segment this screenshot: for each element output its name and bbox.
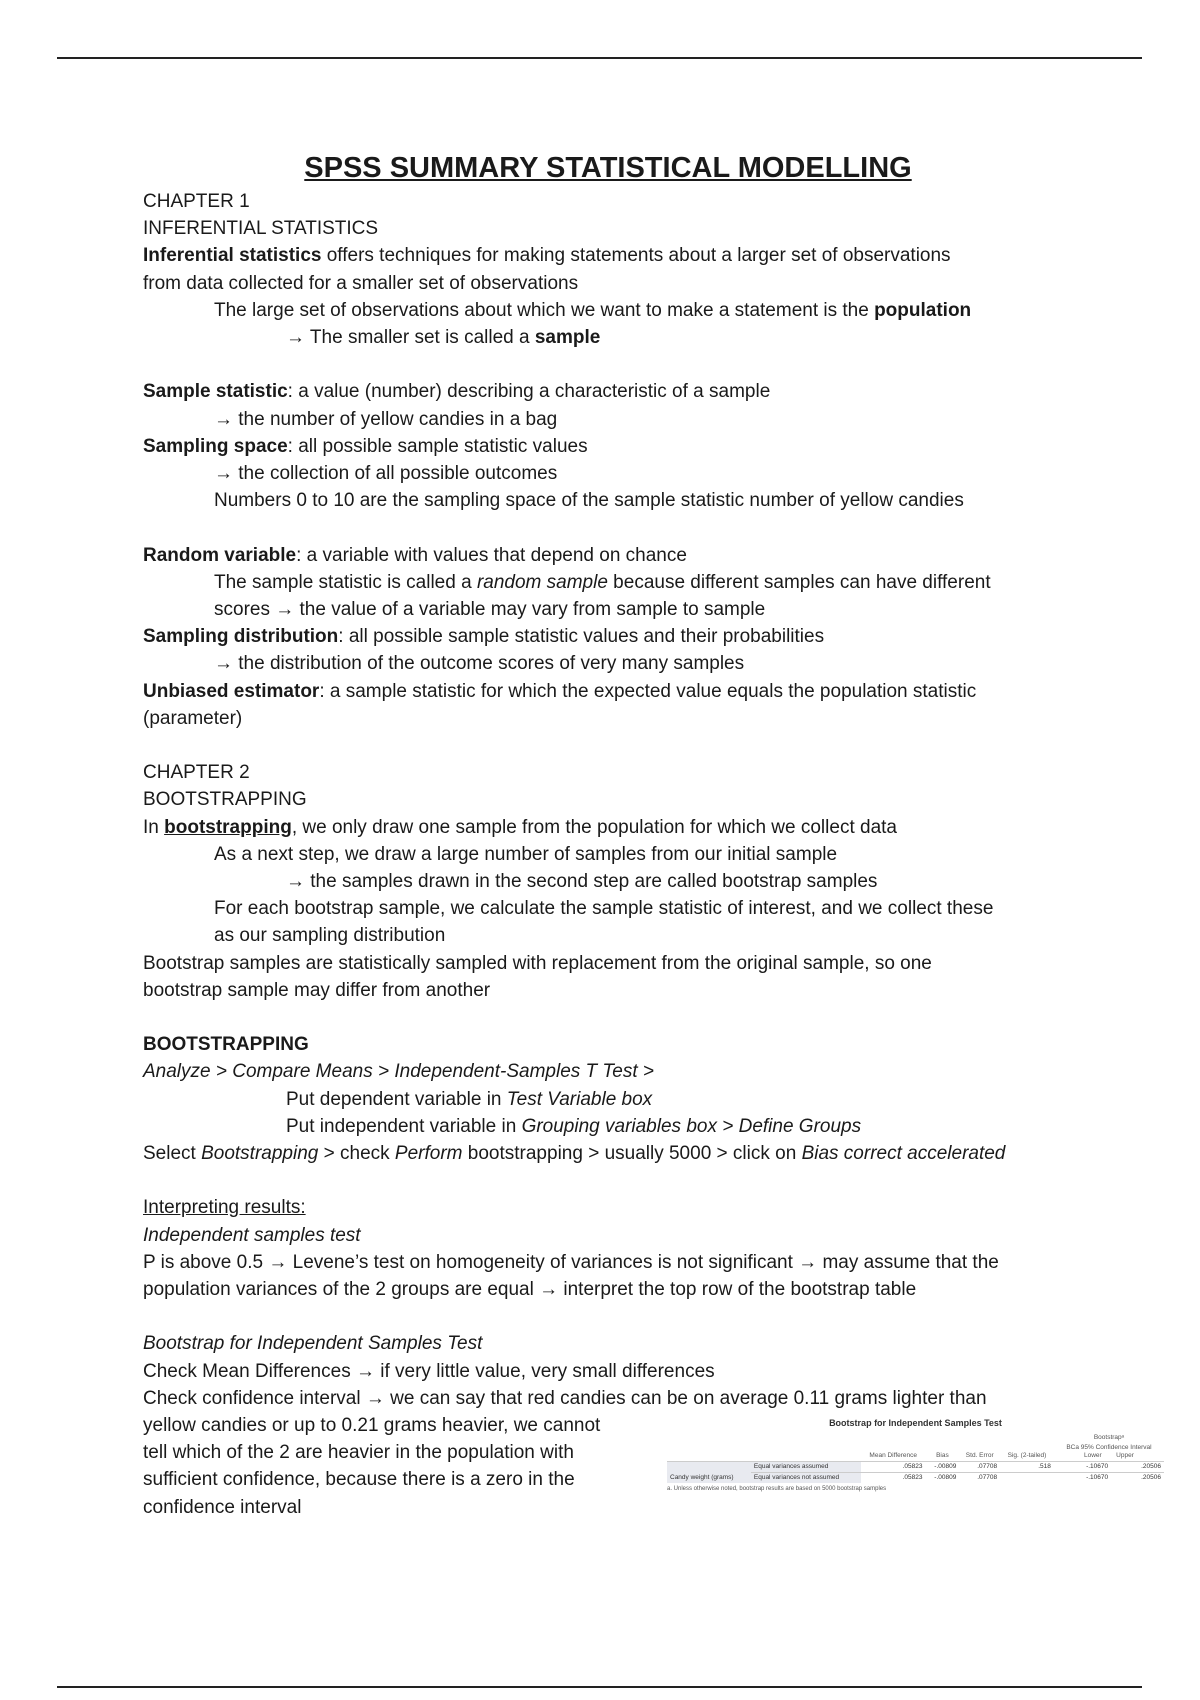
col-ci: BCa 95% Confidence Interval Lower Upper — [1066, 1444, 1152, 1459]
example: → the collection of all possible outcomes — [214, 463, 558, 485]
table-row: Candy weight (grams) Equal variances assumed .05823 -.00809 .07708 .518 -.10670 .20506 — [667, 1462, 1164, 1473]
paragraph: → The smaller set is called a sample — [286, 327, 601, 349]
paragraph: confidence interval — [143, 1496, 302, 1518]
subheading: Bootstrap for Independent Samples Test — [143, 1333, 483, 1355]
paragraph: For each bootstrap sample, we calculate the sample statistic of interest, and we collect these — [214, 898, 994, 920]
col-bias: Bias — [936, 1452, 949, 1459]
definition: Sampling space: all possible sample statistic values — [143, 435, 588, 457]
example: Numbers 0 to 10 are the sampling space of the sample statistic number of yellow candies — [214, 490, 964, 512]
table-footnote: a. Unless otherwise noted, bootstrap results are based on 5000 bootstrap samples — [667, 1486, 887, 1492]
procedure-step: Put independent variable in Grouping variables box > Define Groups — [286, 1115, 862, 1137]
procedure-heading: BOOTSTRAPPING — [143, 1034, 309, 1056]
definition: Random variable: a variable with values that depend on chance — [143, 544, 687, 566]
table-row: Equal variances not assumed .05823 -.00809 .07708 -.10670 .20506 — [667, 1473, 1164, 1484]
example: → the number of yellow candies in a bag — [214, 408, 558, 430]
header-rule — [57, 57, 1142, 59]
paragraph: In bootstrapping, we only draw one sample from the population for which we collect data — [143, 816, 897, 838]
definition: Sampling distribution: all possible sample statistic values and their probabilities — [143, 626, 825, 648]
col-mean: Mean Difference — [869, 1452, 917, 1459]
paragraph: tell which of the 2 are heavier in the population with — [143, 1442, 574, 1464]
paragraph: Check confidence interval → we can say that red candies can be on average 0.11 grams lighter than — [143, 1387, 987, 1409]
chapter-1-label: CHAPTER 1 — [143, 191, 250, 212]
paragraph: → the samples drawn in the second step are called bootstrap samples — [286, 871, 878, 893]
bootstrap-table — [667, 1433, 1164, 1483]
chapter-1-heading: INFERENTIAL STATISTICS — [143, 218, 379, 240]
paragraph: Check Mean Differences → if very little value, very small differences — [143, 1360, 715, 1382]
example: The sample statistic is called a random sample because different samples can have different — [214, 571, 991, 593]
bootstrap-table-image — [667, 1417, 1164, 1525]
procedure-step: Analyze > Compare Means > Independent-Samples T Test > — [143, 1061, 655, 1083]
col-sig: Sig. (2-tailed) — [1007, 1452, 1047, 1459]
subheading: Independent samples test — [143, 1224, 361, 1246]
example: → the distribution of the outcome scores of very many samples — [214, 653, 745, 675]
footer-rule — [57, 1686, 1142, 1688]
document-title: SPSS SUMMARY STATISTICAL MODELLING — [304, 152, 912, 184]
paragraph: from data collected for a smaller set of observations — [143, 272, 579, 294]
example: scores → the value of a variable may vary from sample to sample — [214, 599, 766, 621]
paragraph: sufficient confidence, because there is a zero in the — [143, 1469, 575, 1491]
paragraph: population variances of the 2 groups are equal → interpret the top row of the bootstrap table — [143, 1279, 917, 1301]
table-title: Bootstrap for Independent Samples Test — [829, 1418, 1002, 1428]
chapter-2-heading: BOOTSTRAPPING — [143, 789, 307, 811]
col-se: Std. Error — [965, 1452, 994, 1459]
procedure-step: Put dependent variable in Test Variable box — [286, 1088, 653, 1110]
definition: Sample statistic: a value (number) describing a characteristic of a sample — [143, 381, 771, 403]
paragraph: bootstrap sample may differ from another — [143, 979, 491, 1001]
chapter-2-label: CHAPTER 2 — [143, 762, 250, 784]
paragraph: As a next step, we draw a large number of samples from our initial sample — [214, 843, 838, 865]
paragraph: Inferential statistics offers techniques for making statements about a larger set of observations — [143, 245, 951, 267]
definition: Unbiased estimator: a sample statistic for which the expected value equals the population statistic — [143, 680, 977, 702]
paragraph: The large set of observations about which we want to make a statement is the population — [214, 299, 972, 321]
paragraph: yellow candies or up to 0.21 grams heavier, we cannot — [143, 1415, 601, 1437]
paragraph: P is above 0.5 → Levene’s test on homogeneity of variances is not significant → may assume that the — [143, 1251, 999, 1273]
table-super: Bootstrapᵃ — [1093, 1434, 1125, 1441]
document-body — [143, 148, 1063, 1521]
definition-cont: (parameter) — [143, 707, 243, 729]
interpreting-heading: Interpreting results: — [143, 1197, 306, 1219]
procedure-step: Select Bootstrapping > check Perform bootstrapping > usually 5000 > click on Bias correct accelerated — [143, 1143, 1006, 1165]
paragraph: Bootstrap samples are statistically sampled with replacement from the original sample, so one — [143, 952, 932, 974]
paragraph: as our sampling distribution — [214, 925, 446, 947]
